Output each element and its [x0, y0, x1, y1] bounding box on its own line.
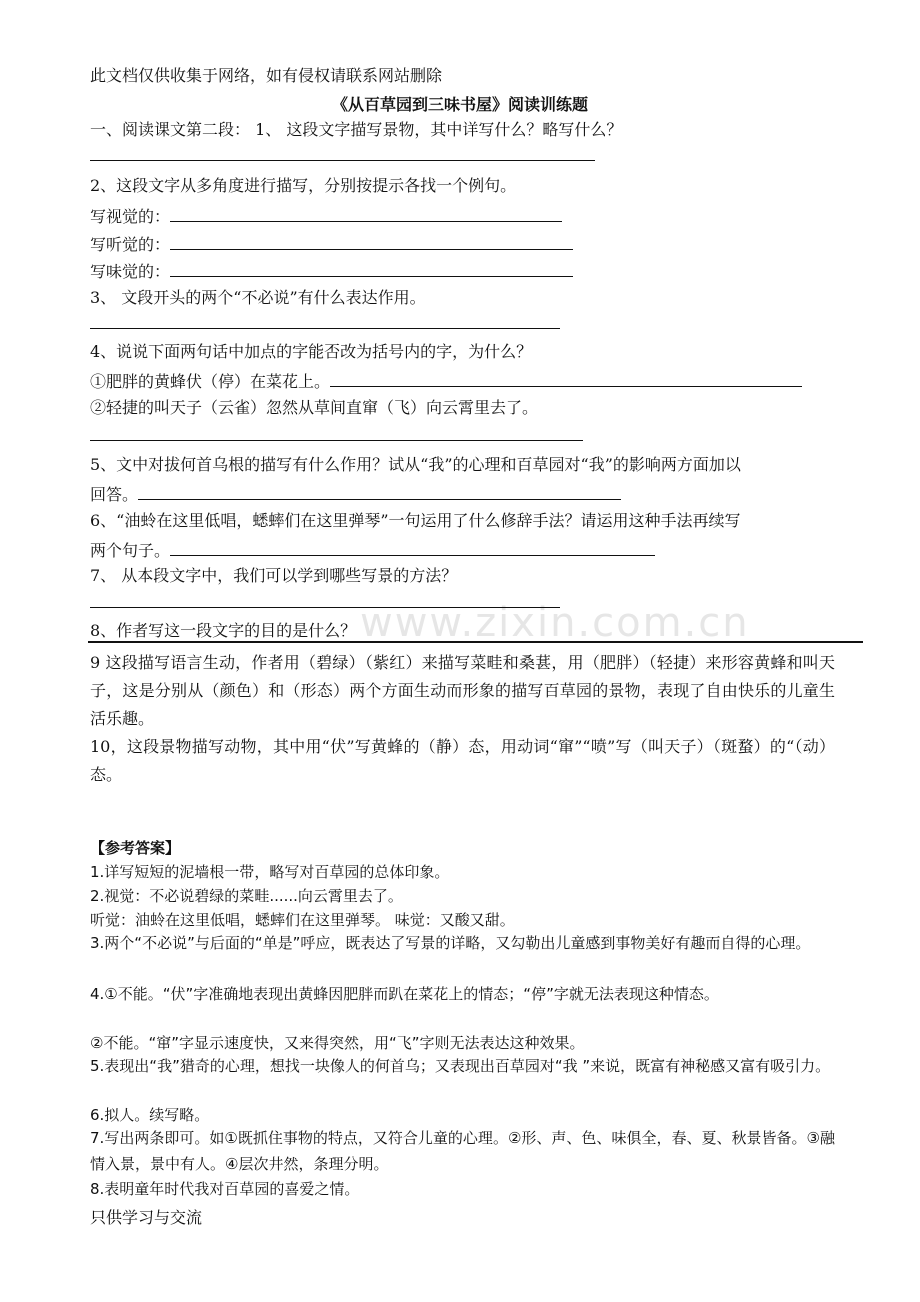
- answer-blank-2b: [170, 231, 573, 250]
- question-4a: [90, 368, 802, 394]
- answer-5: 5.表现出“我”猎奇的心理，想找一块像人的何首乌；又表现出百草园对“我 ”来说，既富有神秘感又富有吸引力。: [90, 1057, 831, 1075]
- answer-blank-1: [90, 160, 595, 161]
- answer-blank-7: [90, 607, 560, 608]
- question-4: 4、说说下面两句话中加点的字能否改为括号内的字，为什么？: [90, 342, 533, 361]
- watermark: www.zixin.com.cn: [360, 600, 750, 646]
- answer-2: 2.视觉：不必说碧绿的菜畦......向云霄里去了。: [90, 887, 403, 905]
- question-7: 7、 从本段文字中，我们可以学到哪些写景的方法？: [90, 566, 458, 585]
- footer-note: 只供学习与交流: [90, 1208, 203, 1227]
- question-4a-text: ①肥胖的黄蜂伏（停）在菜花上。: [90, 372, 331, 391]
- question-1: 一、阅读课文第二段： 1、 这段文字描写景物，其中详写什么？略写什么？: [90, 120, 623, 139]
- answer-blank-4a: [330, 368, 802, 387]
- question-5-line2-text: 回答。: [90, 485, 139, 504]
- question-2-visual: [90, 203, 562, 229]
- question-5-line2: [90, 481, 621, 507]
- question-9: 9 这段描写语言生动，作者用（碧绿）（紫红）来描写菜畦和桑葚，用（肥胖）（轻捷）来形容黄蜂和叫天子，这是分别从（颜色）和（形态）两个方面生动而形象的描写百草园的景物，表现了自由快乐的儿童生活乐趣。: [90, 653, 835, 728]
- separator-line: [88, 641, 863, 643]
- answer-4: 4.①不能。“伏”字准确地表现出黄蜂因肥胖而趴在菜花上的情态；“停”字就无法表现这种情态。: [90, 985, 719, 1003]
- question-2-taste-label: 写味觉的：: [90, 262, 171, 281]
- question-10: 10，这段景物描写动物，其中用“伏”写黄蜂的（静）态，用动词“窜”“喷”写（叫天子）（斑蝥）的“（动）态。: [90, 737, 835, 784]
- answer-1: 1.详写短短的泥墙根一带，略写对百草园的总体印象。: [90, 863, 450, 881]
- answer-blank-4b: [90, 440, 583, 441]
- answer-blank-2c: [170, 258, 573, 277]
- question-4b: ②轻捷的叫天子（云雀）忽然从草间直窜（飞）向云霄里去了。: [90, 398, 539, 417]
- question-2-auditory-label: 写听觉的：: [90, 235, 171, 254]
- question-5-line1: 5、文中对拔何首乌根的描写有什么作用？试从“我”的心理和百草园对“我”的影响两方面加以: [90, 455, 741, 474]
- question-2-visual-label: 写视觉的：: [90, 207, 171, 226]
- answer-blank-6: [170, 537, 655, 556]
- page-title: 《从百草园到三味书屋》阅读训练题: [331, 95, 588, 114]
- answer-blank-3: [90, 328, 560, 329]
- question-3: 3、 文段开头的两个“不必说”有什么表达作用。: [90, 288, 426, 307]
- question-6-line2-text: 两个句子。: [90, 541, 171, 560]
- answer-blank-2a: [170, 203, 562, 222]
- answer-6: 6.拟人。续写略。: [90, 1106, 210, 1124]
- question-2: 2、这段文字从多角度进行描写，分别按提示各找一个例句。: [90, 176, 517, 195]
- question-2-taste: [90, 258, 573, 284]
- question-6-line2: [90, 537, 655, 563]
- header-note: 此文档仅供收集于网络，如有侵权请联系网站删除: [90, 66, 443, 85]
- answer-blank-5: [138, 481, 621, 500]
- answer-8: 8.表明童年时代我对百草园的喜爱之情。: [90, 1180, 360, 1198]
- answer-7: 7.写出两条即可。如①既抓住事物的特点，又符合儿童的心理。②形、声、色、味俱全，春、夏、秋景皆备。③融情入景，景中有人。④层次井然，条理分明。: [90, 1129, 835, 1173]
- question-8: 8、作者写这一段文字的目的是什么？: [90, 621, 357, 640]
- question-2-auditory: [90, 231, 573, 257]
- answer-3: 3.两个“不必说”与后面的“单是”呼应，既表达了写景的详略，又勾勒出儿童感到事物美好有趣而自得的心理。: [90, 934, 811, 952]
- answer-2b: 听觉：油蛉在这里低唱，蟋蟀们在这里弹琴。 味觉：又酸又甜。: [90, 911, 515, 929]
- answers-heading: 【参考答案】: [90, 839, 181, 857]
- question-6-line1: 6、“油蛉在这里低唱，蟋蟀们在这里弹琴”一句运用了什么修辞手法？请运用这种手法再续写: [90, 511, 741, 530]
- answer-4b: ②不能。“窜”字显示速度快，又来得突然，用“飞”字则无法表达这种效果。: [90, 1034, 585, 1052]
